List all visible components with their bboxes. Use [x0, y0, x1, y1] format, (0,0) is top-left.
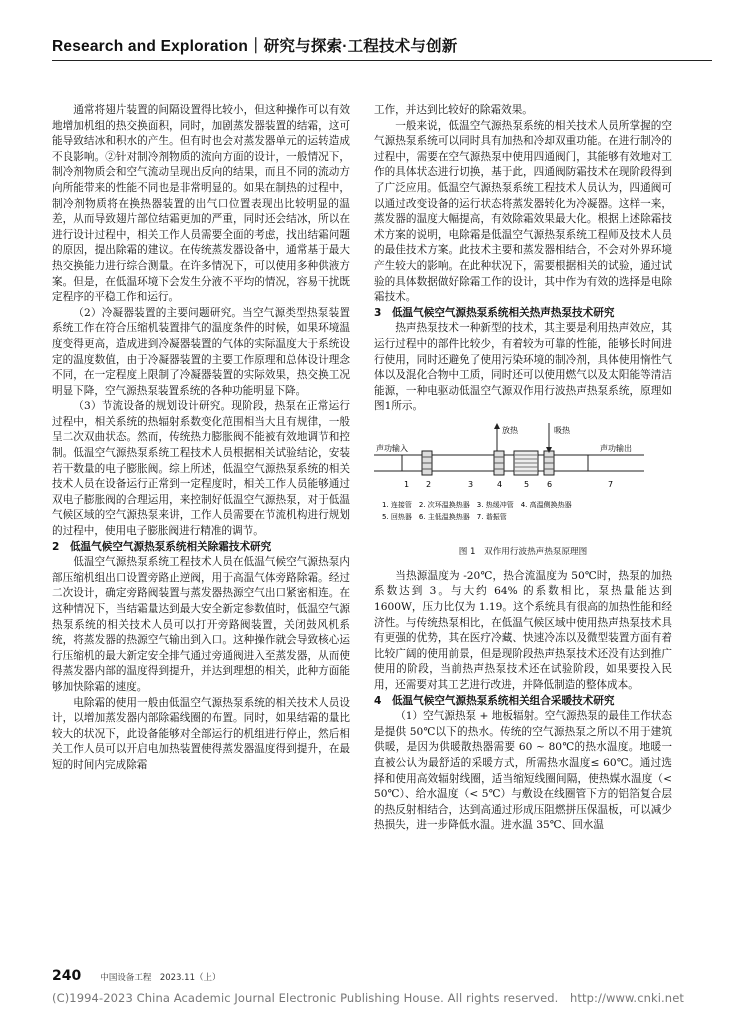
paragraph: 工作，并达到比较好的除霜效果。 — [374, 104, 533, 116]
component-number: 3 — [468, 479, 474, 489]
section-heading: 2 低温气候空气源热泵系统相关除霜技术研究 — [52, 540, 272, 553]
component-number: 5 — [524, 479, 530, 489]
heat-exchanger-2 — [422, 451, 432, 475]
paragraph: 低温空气源热泵系统工程技术人员在低温气候空气源热泵内部压缩机组出口设置旁路止逆阀，用于高温气体旁路除霜。经过二次设计，确定旁路阀装置与蒸发器热源空气出口紧密相连。在这种情况下，当结霜量达到最大安全新定参数值时，低温空气源热泵系统的相关技术人员可以打开旁路阀装置，关闭鼓风机系统，将蒸发器的热源空气输出到入口。这种操作就会导致核心运行压缩机的最大新定安全排气通过旁通阀进入至蒸发器，从而使得蒸发器内部的温度得到提升，并达到理想的相关，此种方面能够加快除霜的速度。 — [52, 556, 350, 693]
header-title: Research and Exploration｜研究与探索·工程技术与创新 — [52, 38, 458, 55]
label-release: 放热 — [502, 425, 518, 435]
page-number: 240 — [52, 968, 82, 984]
left-column — [52, 103, 350, 774]
right-column — [374, 103, 672, 834]
header-rule — [52, 60, 712, 61]
heat-exchanger-4 — [494, 451, 504, 475]
legend-row: 5. 回热器 6. 主低温换热器 7. 谐振管 — [382, 512, 507, 521]
paragraph: 当热源温度为 -20℃，热合流温度为 50℃时，热泵的加热系数达到 3。与大约 64% 的系数相比，泵热量能达到 1600W，压力比仅为 1.19。这个系统具有很高的加热性能和经济性。与传统热泵相比，在低温气候区域中使用热声热泵技术具有更强的优势，其在医疗冷藏、快速冷冻以及微型装置方面有着比较广阔的使用前景，但是现阶段热声热泵技术还没有达到推广使用的阶段，当前热声热泵技术还在试验阶段，如果要投入民用，还需要对其工艺进行改进，并降低制造的整体成本。 — [374, 569, 672, 692]
paragraph: （3）节流设备的规划设计研究。现阶段，热泵在正常运行过程中，相关系统的热辐射系数变化范围相当大且有规律，一般呈二次双曲状态。然而，传统热力膨胀阀不能被有效地调节和控制。低温空气源热泵系统工程技术人员根据相关试验结论，安装若干数量的电子膨胀阀。综上所述，低温空气源热泵系统的相关技术人员在设备运行正常到一定程度时，相关工作人员能够通过双电子膨胀阀的合理运用，来控制好低温空气源热泵，对于低温气候区域的空气源热泵来讲，工作人员需要在节流机构进行规划的过程中，使用电子膨胀阀进行精准的调节。 — [52, 400, 350, 538]
section-heading: 4 低温气候空气源热泵系统相关组合采暖技术研究 — [374, 694, 615, 707]
section-heading: 3 低温气候空气源热泵系统相关热声热泵技术研究 — [374, 306, 615, 319]
component-number: 4 — [497, 479, 503, 489]
legend-row: 1. 连接管 2. 次环温换热器 3. 热缓冲管 4. 高温侧换热器 — [382, 500, 572, 509]
paragraph: 通常将翅片装置的间隔设置得比较小，但这种操作可以有效地增加机组的热交换面积，同时，加剧蒸发器装置的结霜，这可能导致结冰和积水的产生。但有时也会对蒸发器单元的运转造成不良影响。②针对制冷剂物质的流向方面的设计，一般情况下，制冷剂物质会和空气流动呈现出反向的结果，而且不同的流动方向所能带来的性能不同也是非常明显的。如果在制热的过程中，制冷剂物质将在换热器装置的出气口位置表现出比较明显的温差，从而导致翅片部位结霜更加的严重，同时还会结冰，所以在进行设计过程中，相关工作人员需要全面的考虑，找出结霜问题的原因，提出除霜的建议。在传统蒸发器设备中，通常基于最大热交换能力进行综合测量。在许多情况下，可以使用多种供液方案。但是，在低温环境下会发生分液不平均的情况，容易干扰既定程序的平稳工作和运行。 — [52, 104, 350, 304]
page-footer — [52, 965, 220, 984]
figure-1 — [374, 421, 672, 559]
paragraph: 一般来说，低温空气源热泵系统的相关技术人员所掌握的空气源热泵系统可以同时具有加热和冷却双重功能。在进行制冷的过程中，需要在空气源热泵中使用四通阀门，其能够有效地对工作的具体状态进行切换，基于此，四通阀防霜技术在现阶段得到了广泛应用。低温空气源热泵系统工程技术人员认为，四通阀可以通过改变设备的运行状态将蒸发器转化为冷凝器。这样一来，蒸发器的温度大幅提高，有效除霜效果最大化。根据上述除霜技术方案的说明，电除霜是低温空气源热泵系统工程师及技术人员的最佳技术方案。此技术主要和蒸发器相结合，不会对外界环境产生较大的影响。在此种状况下，需要根据相关的试验，通过试验的具体数据做好除霜工作的设计，其中作为有效的选择是电除霜技术。 — [374, 119, 672, 304]
paragraph: 电除霜的使用一般由低温空气源热泵系统的相关技术人员设计，以增加蒸发器内部除霜线圈的布置。同时，如果结霜的量比较大的状况下，此设备能够对全部运行的机组进行停止，然后相关工作人员可以开启电加热装置使得蒸发器温度得到提升，在最短的时间内完成除霜 — [52, 696, 350, 771]
paragraph: （2）冷凝器装置的主要问题研究。当空气源类型热泵装置系统工作在符合压缩机装置排气的温度条件的时候，如果环境温度变得更高，造成进到冷凝器装置的气体的实际温度大于系统设定的温度数值，由于冷凝器装置的主要工作原理和总体设计理念不同，在一定程度上限制了冷凝器装置的实际效果，热交换工况明显下降，空气源热泵装置系统的各种功能明显下降。 — [52, 306, 350, 397]
label-absorb: 吸热 — [554, 425, 570, 435]
paragraph: 热声热泵技术一种新型的技术，其主要是利用热声效应，其运行过程中的部件比较少，有着较为可靠的性能，能够长时间进行使用，同时还避免了使用污染环境的制冷剂，具体使用惰性气体以及混化合物中工质，同时还可以使用燃气以及太阳能等清洁能源，一种电驱动低温空气源双作用行波热声热泵系统，原理如图1所示。 — [374, 322, 672, 413]
journal-info: 中国设备工程 2023.11（上） — [100, 973, 221, 983]
thermoacoustic-diagram — [374, 421, 672, 541]
copyright-line: (C)1994-2023 China Academic Journal Electronic Publishing House. All rights reserved. http://www.cnki.net — [52, 991, 684, 1005]
label-input: 声功输入 — [376, 443, 408, 453]
arrow-head-icon — [494, 423, 500, 429]
label-output: 声功输出 — [600, 443, 632, 453]
heat-exchanger-6 — [544, 451, 554, 475]
figure-caption: 图 1 双作用行波热声热泵原理图 — [458, 546, 588, 557]
component-number: 7 — [608, 479, 614, 489]
component-number: 2 — [426, 479, 432, 489]
paragraph: （1）空气源热泵 + 地板辐射。空气源热泵的最佳工作状态是提供 50℃以下的热水。传统的空气源热泵之所以不用于建筑供暖，是因为供暖散热器需要 60 ~ 80℃的热水温度。地暖一直被公认为最舒适的采暖方式，所需热水温度≤ 60℃。通过选择和使用高效辐射线圈，适当缩短线圈间隔，使热媒水温度（< 50℃）、给水温度（< 5℃）与敷设在线圈管下方的铝箔复合层的热反射相结合，达到高通过形成压阻燃拼压保温板，可以减少热损失，进一步降低水温。进水温 35℃、回水温 — [374, 710, 672, 832]
regenerator — [514, 451, 538, 475]
component-number: 6 — [547, 479, 553, 489]
component-number: 1 — [404, 479, 410, 489]
